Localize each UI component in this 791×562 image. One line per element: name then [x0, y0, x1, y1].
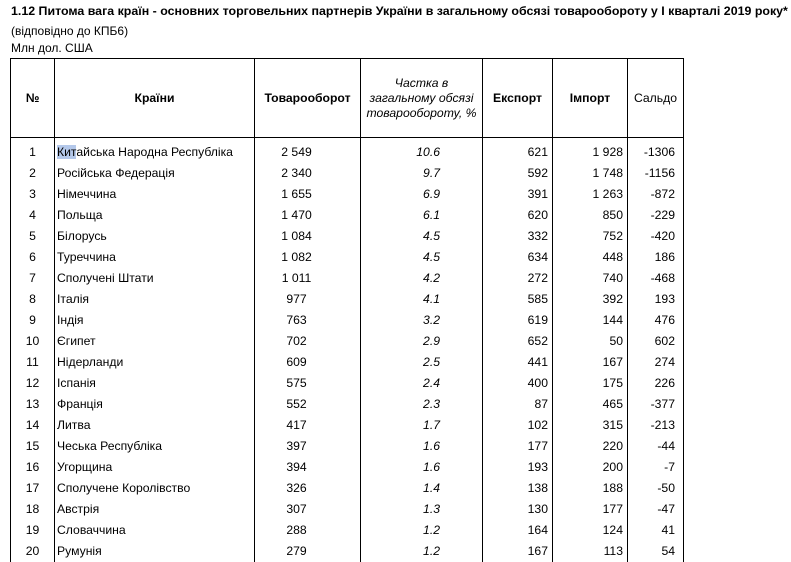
share-value: 4.1	[361, 289, 483, 310]
country-name: Туреччина	[55, 247, 255, 268]
export-value: 87	[483, 394, 553, 415]
page-title: 1.12 Питома вага країн - основних торговельних партнерів України в загальному обсязі товарообороту у І кварталі 2019 року*	[11, 4, 788, 18]
share-value: 2.9	[361, 331, 483, 352]
import-value: 177	[553, 499, 628, 520]
share-value: 3.2	[361, 310, 483, 331]
import-value: 1 928	[553, 138, 628, 164]
export-value: 102	[483, 415, 553, 436]
country-name: Литва	[55, 415, 255, 436]
share-value: 4.5	[361, 226, 483, 247]
saldo-value: 274	[628, 352, 684, 373]
table-row	[11, 247, 684, 268]
turnover-value: 307	[255, 499, 361, 520]
row-number: 7	[11, 268, 55, 289]
import-value: 124	[553, 520, 628, 541]
table-row	[11, 331, 684, 352]
country-name: Угорщина	[55, 457, 255, 478]
row-number: 1	[11, 138, 55, 164]
row-number: 18	[11, 499, 55, 520]
header-country: Країни	[55, 59, 255, 138]
turnover-value: 552	[255, 394, 361, 415]
saldo-value: -50	[628, 478, 684, 499]
share-value: 1.6	[361, 436, 483, 457]
share-value: 4.2	[361, 268, 483, 289]
country-name: Італія	[55, 289, 255, 310]
saldo-value: 54	[628, 541, 684, 562]
export-value: 138	[483, 478, 553, 499]
export-value: 332	[483, 226, 553, 247]
export-value: 619	[483, 310, 553, 331]
share-value: 10.6	[361, 138, 483, 164]
saldo-value: -7	[628, 457, 684, 478]
row-number: 16	[11, 457, 55, 478]
export-value: 391	[483, 184, 553, 205]
share-value: 1.6	[361, 457, 483, 478]
import-value: 1 263	[553, 184, 628, 205]
saldo-value: -44	[628, 436, 684, 457]
import-value: 850	[553, 205, 628, 226]
saldo-value: -872	[628, 184, 684, 205]
header-share: Частка в загальному обсязі товарообороту, %	[361, 59, 483, 138]
export-value: 441	[483, 352, 553, 373]
row-number: 19	[11, 520, 55, 541]
row-number: 11	[11, 352, 55, 373]
share-value: 1.2	[361, 541, 483, 562]
country-name: Німеччина	[55, 184, 255, 205]
saldo-value: 226	[628, 373, 684, 394]
import-value: 740	[553, 268, 628, 289]
units-label: Млн дол. США	[11, 41, 93, 55]
table-row	[11, 457, 684, 478]
header-turnover: Товарооборот	[255, 59, 361, 138]
import-value: 167	[553, 352, 628, 373]
saldo-value: 193	[628, 289, 684, 310]
share-value: 6.9	[361, 184, 483, 205]
country-name: Російська Федерація	[55, 163, 255, 184]
export-value: 620	[483, 205, 553, 226]
country-name: Словаччина	[55, 520, 255, 541]
share-value: 1.3	[361, 499, 483, 520]
turnover-value: 1 655	[255, 184, 361, 205]
table-row	[11, 184, 684, 205]
country-name: Єгипет	[55, 331, 255, 352]
header-saldo: Сальдо	[628, 59, 684, 138]
row-number: 4	[11, 205, 55, 226]
country-name: Сполучене Королівство	[55, 478, 255, 499]
export-value: 167	[483, 541, 553, 562]
turnover-value: 763	[255, 310, 361, 331]
turnover-value: 417	[255, 415, 361, 436]
export-value: 400	[483, 373, 553, 394]
table-row	[11, 499, 684, 520]
export-value: 272	[483, 268, 553, 289]
table-header-row	[11, 59, 684, 138]
table-row	[11, 415, 684, 436]
import-value: 448	[553, 247, 628, 268]
table-row	[11, 226, 684, 247]
row-number: 2	[11, 163, 55, 184]
import-value: 1 748	[553, 163, 628, 184]
share-value: 2.4	[361, 373, 483, 394]
import-value: 188	[553, 478, 628, 499]
export-value: 652	[483, 331, 553, 352]
saldo-value: -47	[628, 499, 684, 520]
saldo-value: -1156	[628, 163, 684, 184]
saldo-value: -1306	[628, 138, 684, 164]
turnover-value: 1 082	[255, 247, 361, 268]
row-number: 5	[11, 226, 55, 247]
row-number: 20	[11, 541, 55, 562]
turnover-value: 575	[255, 373, 361, 394]
saldo-value: 602	[628, 331, 684, 352]
selected-text: Кит	[57, 145, 76, 159]
import-value: 465	[553, 394, 628, 415]
country-name: Чеська Республіка	[55, 436, 255, 457]
turnover-value: 288	[255, 520, 361, 541]
turnover-value: 2 340	[255, 163, 361, 184]
table-row	[11, 436, 684, 457]
table-row	[11, 289, 684, 310]
turnover-value: 2 549	[255, 138, 361, 164]
share-value: 1.2	[361, 520, 483, 541]
export-value: 193	[483, 457, 553, 478]
country-name: Нідерланди	[55, 352, 255, 373]
import-value: 752	[553, 226, 628, 247]
table-body	[11, 138, 684, 562]
table-row	[11, 268, 684, 289]
saldo-value: -420	[628, 226, 684, 247]
import-value: 315	[553, 415, 628, 436]
row-number: 10	[11, 331, 55, 352]
table-row	[11, 373, 684, 394]
import-value: 220	[553, 436, 628, 457]
saldo-value: 186	[628, 247, 684, 268]
header-import: Імпорт	[553, 59, 628, 138]
share-value: 2.5	[361, 352, 483, 373]
turnover-value: 1 470	[255, 205, 361, 226]
export-value: 621	[483, 138, 553, 164]
saldo-value: 41	[628, 520, 684, 541]
country-name-rest: айська Народна Республіка	[76, 145, 233, 159]
turnover-value: 702	[255, 331, 361, 352]
country-name: Польща	[55, 205, 255, 226]
header-number: №	[11, 59, 55, 138]
saldo-value: 476	[628, 310, 684, 331]
country-name: Сполучені Штати	[55, 268, 255, 289]
table-row	[11, 310, 684, 331]
table-row	[11, 352, 684, 373]
row-number: 12	[11, 373, 55, 394]
turnover-value: 394	[255, 457, 361, 478]
row-number: 3	[11, 184, 55, 205]
export-value: 634	[483, 247, 553, 268]
import-value: 144	[553, 310, 628, 331]
export-value: 164	[483, 520, 553, 541]
export-value: 585	[483, 289, 553, 310]
turnover-value: 977	[255, 289, 361, 310]
share-value: 2.3	[361, 394, 483, 415]
table-row	[11, 520, 684, 541]
import-value: 175	[553, 373, 628, 394]
saldo-value: -468	[628, 268, 684, 289]
row-number: 9	[11, 310, 55, 331]
row-number: 14	[11, 415, 55, 436]
export-value: 177	[483, 436, 553, 457]
import-value: 200	[553, 457, 628, 478]
share-value: 9.7	[361, 163, 483, 184]
country-name: Румунія	[55, 541, 255, 562]
turnover-value: 397	[255, 436, 361, 457]
import-value: 50	[553, 331, 628, 352]
export-value: 130	[483, 499, 553, 520]
country-name: Індія	[55, 310, 255, 331]
country-name: Іспанія	[55, 373, 255, 394]
turnover-value: 279	[255, 541, 361, 562]
row-number: 8	[11, 289, 55, 310]
share-value: 4.5	[361, 247, 483, 268]
share-value: 6.1	[361, 205, 483, 226]
table-row	[11, 205, 684, 226]
trade-partners-table	[10, 58, 684, 562]
row-number: 13	[11, 394, 55, 415]
country-name: Франція	[55, 394, 255, 415]
header-export: Експорт	[483, 59, 553, 138]
country-name: Білорусь	[55, 226, 255, 247]
country-name	[55, 138, 255, 164]
table-row	[11, 138, 684, 164]
share-value: 1.7	[361, 415, 483, 436]
import-value: 392	[553, 289, 628, 310]
row-number: 15	[11, 436, 55, 457]
turnover-value: 326	[255, 478, 361, 499]
page-subtitle: (відповідно до КПБ6)	[11, 24, 128, 38]
import-value: 113	[553, 541, 628, 562]
table-row	[11, 163, 684, 184]
turnover-value: 1 011	[255, 268, 361, 289]
turnover-value: 1 084	[255, 226, 361, 247]
export-value: 592	[483, 163, 553, 184]
turnover-value: 609	[255, 352, 361, 373]
saldo-value: -377	[628, 394, 684, 415]
row-number: 17	[11, 478, 55, 499]
table-row	[11, 478, 684, 499]
table-row	[11, 394, 684, 415]
saldo-value: -213	[628, 415, 684, 436]
row-number: 6	[11, 247, 55, 268]
saldo-value: -229	[628, 205, 684, 226]
country-name: Австрія	[55, 499, 255, 520]
share-value: 1.4	[361, 478, 483, 499]
